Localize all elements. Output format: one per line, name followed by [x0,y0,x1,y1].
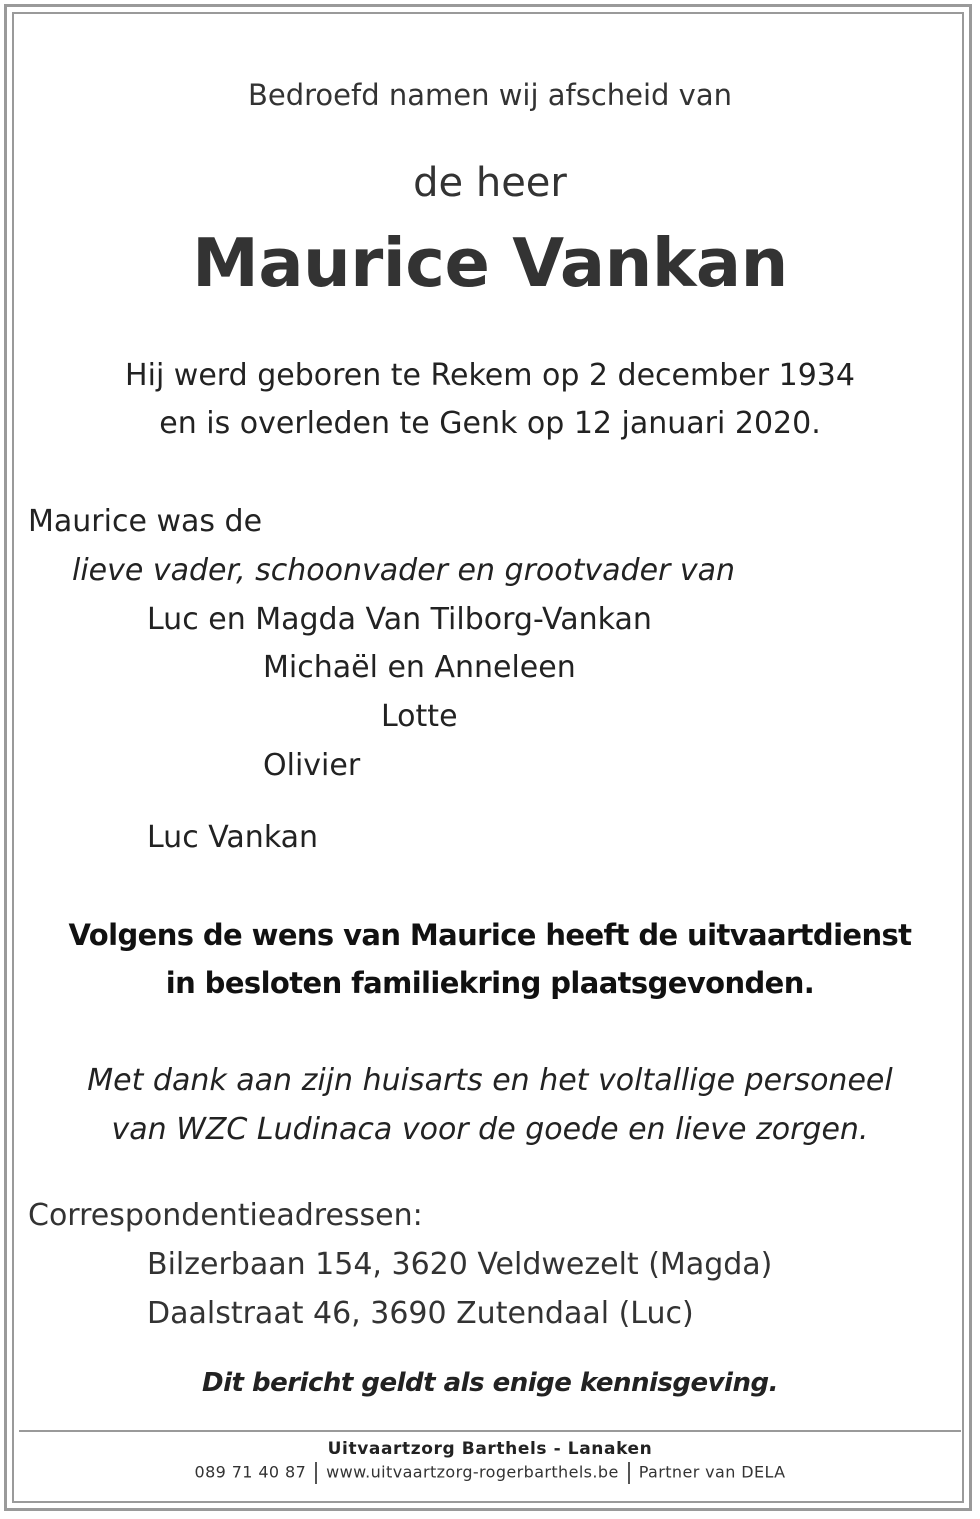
correspondence-address: Daalstraat 46, 3690 Zutendaal (Luc) [147,1296,694,1331]
family-member: Olivier [263,748,361,783]
honorific-title: de heer [413,160,567,206]
family-intro: Maurice was de [28,504,263,539]
notice-text: Dit bericht geldt als enige kennisgeving. [202,1368,778,1398]
family-member: Luc Vankan [147,820,319,855]
funeral-note-line: in besloten familiekring plaatsgevonden. [165,966,815,1000]
separator [628,1462,630,1484]
footer-divider [19,1430,961,1432]
family-member: Luc en Magda Van Tilborg-Vankan [147,602,652,637]
website-link[interactable]: www.uitvaartzorg-rogerbarthels.be [326,1462,619,1482]
intro-text: Bedroefd namen wij afscheid van [248,78,732,112]
death-line: en is overleden te Genk op 12 januari 2020. [159,406,821,441]
deceased-name: Maurice Vankan [192,224,788,302]
thanks-line: van WZC Ludinaca voor de goede en lieve zorgen. [111,1112,869,1147]
funeral-home-contact [0,1462,980,1484]
family-member: Lotte [381,699,458,734]
family-member: Michaël en Anneleen [263,650,576,685]
separator [315,1462,317,1484]
correspondence-address: Bilzerbaan 154, 3620 Veldwezelt (Magda) [147,1247,773,1282]
funeral-note-line: Volgens de wens van Maurice heeft de uitvaartdienst [68,918,912,952]
partner-text: Partner van DELA [638,1462,786,1482]
correspondence-label: Correspondentieadressen: [28,1198,423,1233]
family-relation: lieve vader, schoonvader en grootvader van [72,553,736,588]
thanks-line: Met dank aan zijn huisarts en het voltallige personeel [87,1063,893,1098]
funeral-home-name: Uitvaartzorg Barthels - Lanaken [327,1439,653,1459]
birth-line: Hij werd geboren te Rekem op 2 december 1934 [125,358,855,393]
phone-number: 089 71 40 87 [194,1462,307,1482]
